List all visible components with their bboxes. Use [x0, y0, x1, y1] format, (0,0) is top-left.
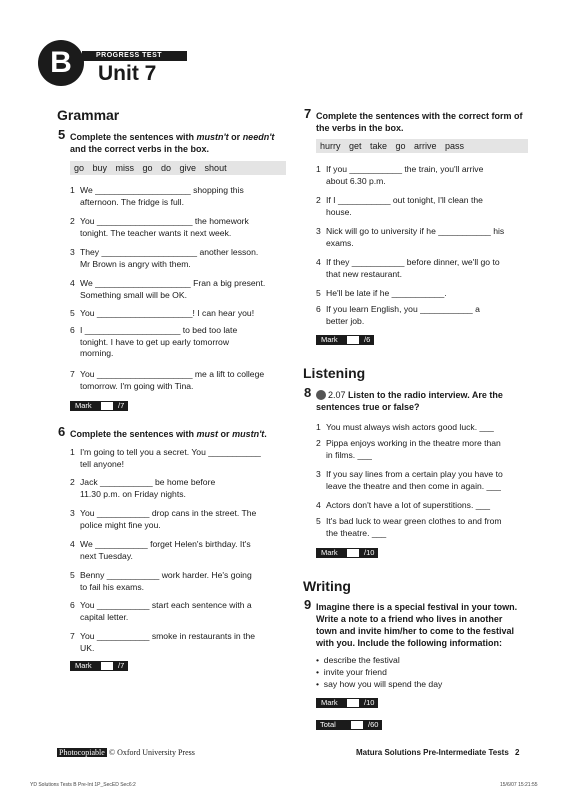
- instr-text: Complete the sentences with the correct form of: [316, 111, 523, 121]
- exercise-item: [316, 195, 536, 218]
- item-text-line: You ____________________! I can hear you!: [80, 308, 255, 318]
- item-text-line: house.: [326, 206, 352, 217]
- total-label: Total: [316, 720, 350, 730]
- item-text-line: You ___________ smoke in restaurants in the: [80, 631, 256, 641]
- item-number: 1: [316, 164, 321, 174]
- list-item-text: describe the festival: [323, 655, 400, 665]
- item-number: 7: [70, 631, 75, 641]
- item-number: 1: [316, 422, 321, 432]
- exercise-number: 7: [304, 106, 312, 121]
- print-slug-right: 15/6/07 15:21:55: [500, 782, 538, 788]
- writing-heading: Writing: [303, 578, 351, 594]
- instr-text: .: [264, 429, 267, 439]
- publisher-credit: © Oxford University Press: [109, 748, 195, 757]
- exercise-item: [316, 438, 541, 461]
- score-field[interactable]: [346, 335, 360, 345]
- mark-label: Mark: [316, 698, 346, 708]
- score-field[interactable]: [100, 401, 114, 411]
- exercise-item: [70, 570, 290, 593]
- item-number: 7: [70, 369, 75, 379]
- exercise-9-instructions: [304, 597, 541, 649]
- exercise-item: [316, 257, 536, 280]
- exercise-item: [70, 247, 290, 270]
- item-text-line: He'll be late if he ___________.: [326, 288, 447, 298]
- audio-cd-icon: [316, 390, 326, 400]
- mark-box: [70, 661, 128, 671]
- item-number: 4: [70, 278, 75, 288]
- exercise-item: [70, 308, 290, 320]
- unit-title: Unit 7: [98, 62, 157, 85]
- exercise-item: [316, 288, 536, 300]
- bullet-list: [316, 654, 442, 690]
- instr-text: Complete the sentences with: [70, 132, 197, 142]
- item-number: 6: [316, 304, 321, 314]
- item-text-line: I ____________________ to bed too late: [80, 325, 238, 335]
- item-text-line: You ____________________ me a lift to college: [80, 369, 265, 379]
- item-number: 2: [70, 477, 75, 487]
- photocopiable-label: Photocopiable: [59, 748, 105, 757]
- exercise-item: [70, 539, 290, 562]
- item-number: 4: [316, 500, 321, 510]
- list-item: • describe the festival: [316, 655, 400, 665]
- exercise-item: [316, 469, 541, 492]
- score-field[interactable]: [100, 661, 114, 671]
- exercise-item: [316, 500, 541, 512]
- exercise-item: [70, 477, 290, 500]
- exercise-number: 8: [304, 385, 312, 400]
- item-text-line: I'm going to tell you a secret. You ___________: [80, 447, 261, 457]
- exercise-item: [316, 422, 541, 434]
- item-text-line: If you ___________ the train, you'll arrive: [326, 164, 484, 174]
- item-text-line: tonight. I have to get up early tomorrow: [80, 336, 230, 347]
- exercise-item: [70, 369, 290, 392]
- instr-text: with you. Include the following information:: [316, 638, 502, 648]
- footer-left: [57, 748, 195, 757]
- exercise-5-instructions: [58, 127, 290, 155]
- list-item: • say how you will spend the day: [316, 679, 443, 689]
- instr-keyword: mustn't: [196, 132, 229, 142]
- grammar-heading: Grammar: [57, 107, 120, 123]
- instr-text: town and invite him/her to come to the festival: [316, 626, 515, 636]
- item-text-line: leave the theatre and then come in again. ___: [326, 480, 501, 491]
- item-number: 3: [316, 469, 321, 479]
- exercise-number: 6: [58, 424, 66, 439]
- item-text-line: capital letter.: [80, 611, 129, 622]
- instr-text: Imagine there is a special festival in your town.: [316, 602, 518, 612]
- instr-keyword: needn't: [242, 132, 275, 142]
- progress-test-label: PROGRESS TEST: [82, 51, 187, 61]
- test-version-badge: B: [38, 40, 84, 86]
- item-text-line: If you learn English, you ___________ a: [326, 304, 480, 314]
- score-field[interactable]: [346, 698, 360, 708]
- item-text-line: You ___________ start each sentence with a: [80, 600, 252, 610]
- item-text-line: You must always wish actors good luck. ___: [326, 422, 494, 432]
- item-number: 5: [316, 288, 321, 298]
- item-text-line: It's bad luck to wear green clothes to and from: [326, 516, 502, 526]
- item-text-line: Nick will go to university if he ___________ his: [326, 226, 505, 236]
- word-box: hurry get take go arrive pass: [316, 139, 528, 153]
- item-text-line: If you say lines from a certain play you have to: [326, 469, 503, 479]
- exercise-item: [316, 516, 541, 539]
- total-value: /60: [364, 720, 382, 730]
- list-item: • invite your friend: [316, 667, 387, 677]
- item-number: 5: [316, 516, 321, 526]
- item-text-line: tell anyone!: [80, 458, 124, 469]
- item-number: 4: [70, 539, 75, 549]
- item-text-line: that new restaurant.: [326, 268, 402, 279]
- instr-text: and the correct verbs in the box.: [70, 144, 210, 154]
- item-number: 3: [316, 226, 321, 236]
- item-text-line: You ____________________ the homework: [80, 216, 249, 226]
- mark-value: /10: [360, 548, 378, 558]
- item-text-line: police might fine you.: [80, 519, 161, 530]
- item-text-line: about 6.30 p.m.: [326, 175, 386, 186]
- exercise-number: 5: [58, 127, 66, 142]
- instr-text: Write a note to a friend who lives in another: [316, 614, 503, 624]
- exercise-item: [70, 508, 290, 531]
- exercise-item: [316, 226, 536, 249]
- item-number: 1: [70, 447, 75, 457]
- instr-text: the verbs in the box.: [316, 123, 404, 133]
- item-text-line: next Tuesday.: [80, 550, 133, 561]
- exercise-item: [70, 216, 290, 239]
- instr-text: Complete the sentences with: [70, 429, 197, 439]
- page-number: 2: [515, 748, 520, 757]
- item-text-line: tomorrow. I'm going with Tina.: [80, 380, 194, 391]
- item-text-line: If they ___________ before dinner, we'll go to: [326, 257, 500, 267]
- item-text-line: Jack ___________ be home before: [80, 477, 216, 487]
- item-number: 5: [70, 308, 75, 318]
- item-text-line: We ____________________ shopping this: [80, 185, 244, 195]
- item-text-line: They ____________________ another lesson.: [80, 247, 259, 257]
- item-text-line: If I ___________ out tonight, I'll clean the: [326, 195, 483, 205]
- mark-value: /7: [114, 661, 128, 671]
- item-number: 2: [70, 216, 75, 226]
- item-text-line: morning.: [80, 348, 114, 358]
- item-number: 2: [316, 438, 321, 448]
- item-text-line: 11.30 p.m. on Friday nights.: [80, 488, 186, 499]
- item-number: 5: [70, 570, 75, 580]
- total-box: [316, 720, 382, 730]
- exercise-item: [316, 164, 536, 187]
- item-number: 1: [70, 185, 75, 195]
- mark-box: [316, 548, 378, 558]
- item-text-line: Pippa enjoys working in the theatre more than: [326, 438, 501, 448]
- mark-label: Mark: [70, 401, 100, 411]
- item-text-line: tonight. The teacher wants it next week.: [80, 227, 232, 238]
- list-item-text: say how you will spend the day: [323, 679, 443, 689]
- mark-value: /10: [360, 698, 378, 708]
- score-field[interactable]: [346, 548, 360, 558]
- exercise-item: [70, 447, 290, 470]
- item-text-line: UK.: [80, 642, 95, 653]
- item-text-line: Actors don't have a lot of superstitions. ___: [326, 500, 491, 510]
- exercise-item: [70, 600, 290, 623]
- exercise-item: [70, 631, 290, 654]
- item-number: 3: [70, 247, 75, 257]
- item-text-line: afternoon. The fridge is full.: [80, 196, 184, 207]
- mark-value: /7: [114, 401, 128, 411]
- mark-box: [316, 335, 374, 345]
- item-text-line: You ___________ drop cans in the street. The: [80, 508, 257, 518]
- instr-text: sentences true or false?: [316, 402, 420, 412]
- mark-value: /6: [360, 335, 374, 345]
- listening-heading: Listening: [303, 365, 366, 381]
- list-item-text: invite your friend: [323, 667, 387, 677]
- item-text-line: Mr Brown is angry with them.: [80, 258, 191, 269]
- series-title: Matura Solutions Pre-Intermediate Tests: [356, 748, 509, 757]
- instr-text: or: [218, 429, 233, 439]
- total-score-field[interactable]: [350, 720, 364, 730]
- instr-text: Listen to the radio interview. Are the: [345, 390, 503, 400]
- exercise-item: [70, 185, 290, 208]
- item-number: 4: [316, 257, 321, 267]
- item-text-line: the theatre. ___: [326, 527, 387, 538]
- exercise-7-instructions: [304, 106, 536, 134]
- mark-label: Mark: [70, 661, 100, 671]
- exercise-8-instructions: [304, 385, 541, 413]
- item-text-line: We ___________ forget Helen's birthday. It's: [80, 539, 251, 549]
- mark-label: Mark: [316, 548, 346, 558]
- item-number: 3: [70, 508, 75, 518]
- print-slug-left: YD Solutions Tests B Pre-Int 1P_SecED Sec6:2: [30, 782, 136, 788]
- exercise-number: 9: [304, 597, 312, 612]
- item-text-line: Something small will be OK.: [80, 289, 187, 300]
- exercise-item: [70, 325, 290, 360]
- item-text-line: better job.: [326, 315, 365, 326]
- item-text-line: to fail his exams.: [80, 581, 144, 592]
- item-number: 6: [70, 325, 75, 335]
- instr-keyword: mustn't: [232, 429, 265, 439]
- item-number: 6: [70, 600, 75, 610]
- exercise-item: [316, 304, 536, 327]
- exercise-6-instructions: [58, 424, 290, 440]
- mark-box: [316, 698, 378, 708]
- mark-label: Mark: [316, 335, 346, 345]
- exercise-item: [70, 278, 290, 301]
- item-text-line: Benny ___________ work harder. He's going: [80, 570, 252, 580]
- item-number: 2: [316, 195, 321, 205]
- word-box: go buy miss go do give shout: [70, 161, 286, 175]
- item-text-line: We ____________________ Fran a big present.: [80, 278, 266, 288]
- mark-box: [70, 401, 128, 411]
- item-text-line: exams.: [326, 237, 354, 248]
- instr-keyword: must: [196, 429, 219, 439]
- audio-track-number: 2.07: [328, 390, 346, 400]
- instr-text: or: [228, 132, 243, 142]
- item-text-line: in films. ___: [326, 449, 372, 460]
